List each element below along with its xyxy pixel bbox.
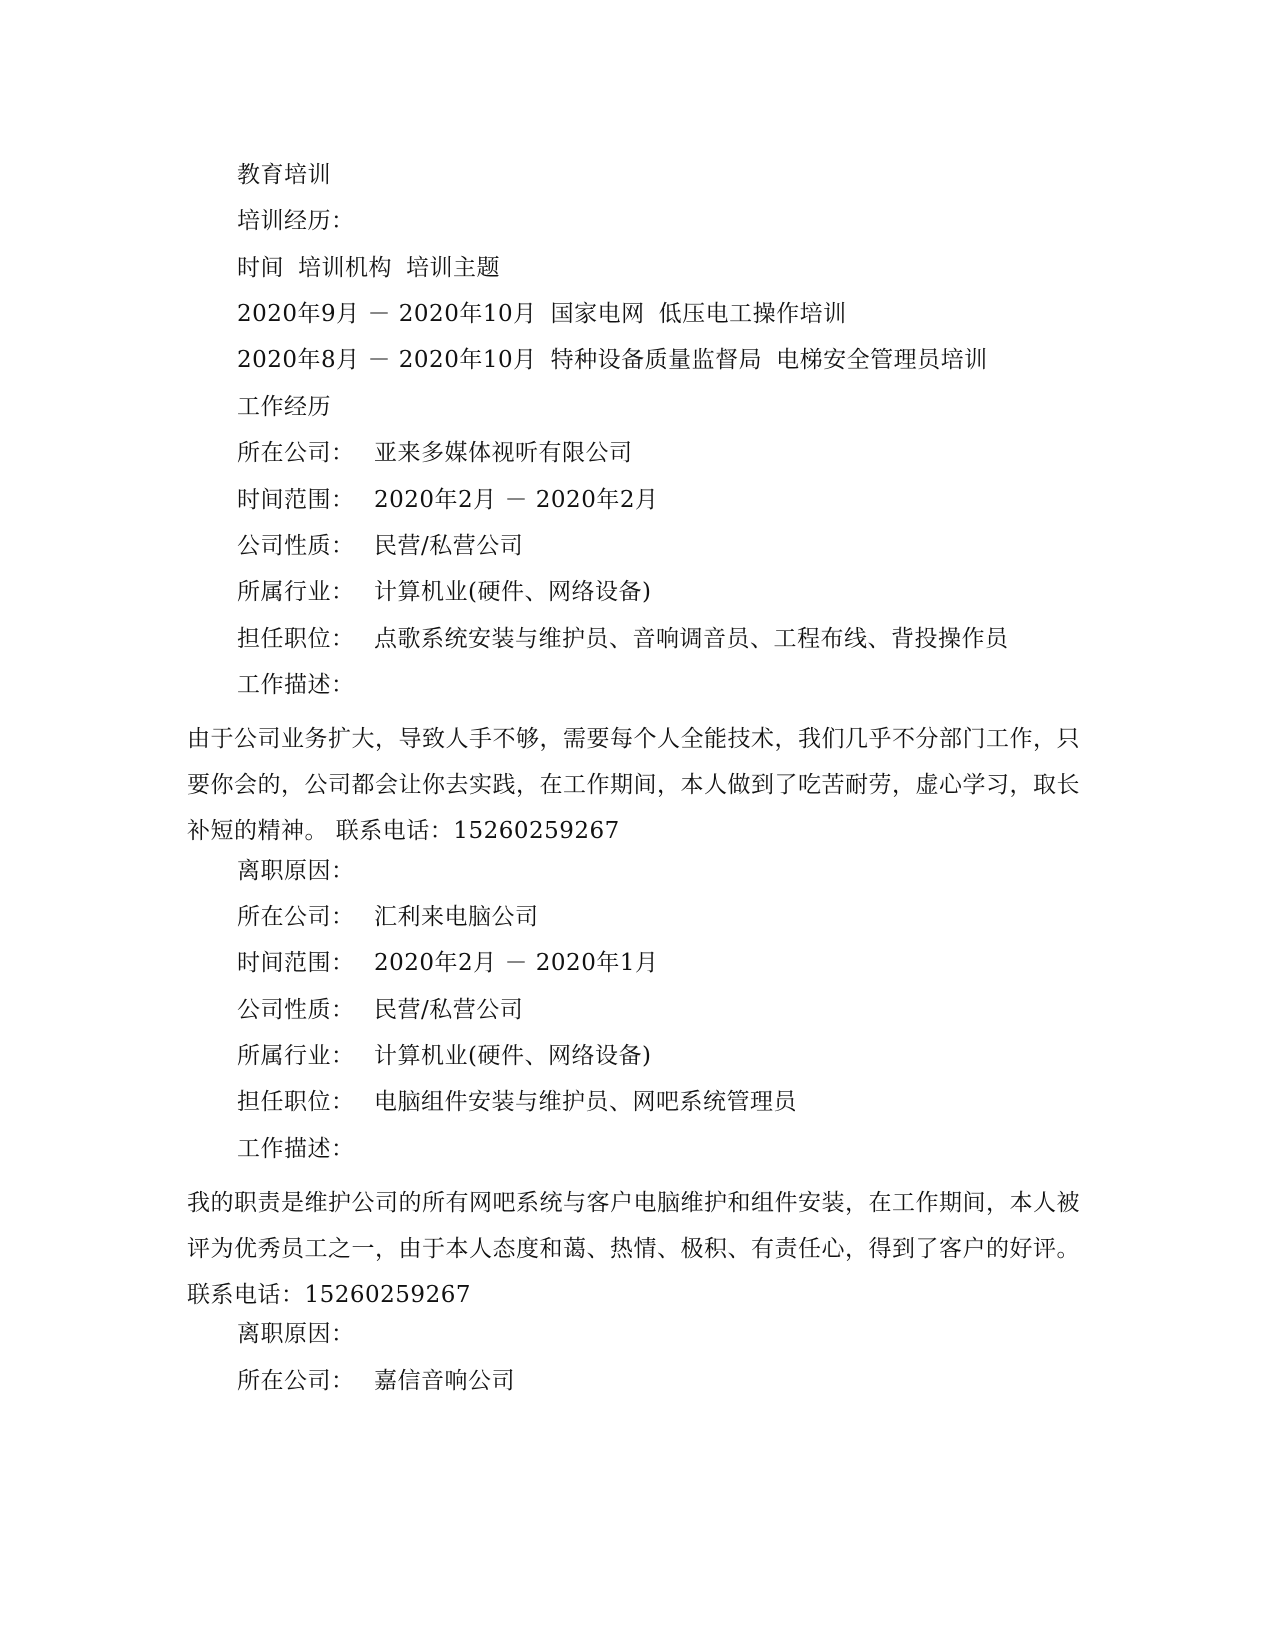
company-row [237, 438, 633, 468]
training-institution: 特种设备质量监督局 [550, 347, 763, 373]
industry-label: 所属行业： [237, 1043, 355, 1069]
position-row [237, 624, 1009, 654]
description-label: 工作描述： [237, 672, 355, 698]
leave-reason-label: 离职原因： [237, 1321, 355, 1347]
company-value: 嘉信音响公司 [374, 1368, 515, 1394]
period-label: 时间范围： [237, 950, 355, 976]
training-period: 2020年9月 － 2020年10月 [237, 301, 537, 327]
training-label: 培训经历： [237, 208, 355, 234]
company-value: 汇利来电脑公司 [374, 904, 539, 930]
period-label: 时间范围： [237, 487, 355, 513]
company-label: 所在公司： [237, 440, 355, 466]
position-row [237, 1087, 797, 1117]
period-value: 2020年2月 － 2020年1月 [374, 950, 659, 976]
training-header-row [237, 253, 500, 283]
header-time: 时间 [237, 255, 284, 281]
work-heading: 工作经历 [237, 394, 331, 420]
header-institution: 培训机构 [298, 255, 392, 281]
nature-row [237, 995, 523, 1025]
training-row [237, 299, 847, 329]
description-label: 工作描述： [237, 1136, 355, 1162]
period-row [237, 485, 658, 515]
position-label: 担任职位： [237, 1089, 355, 1115]
period-value: 2020年2月 － 2020年2月 [374, 487, 659, 513]
training-topic: 电梯安全管理员培训 [776, 347, 988, 373]
education-heading: 教育培训 [237, 162, 331, 188]
industry-value: 计算机业(硬件、网络设备) [374, 579, 652, 605]
description-text: 由于公司业务扩大，导致人手不够，需要每个人全能技术，我们几乎不分部门工作，只要你会的，公司都会让你去实践，在工作期间，本人做到了吃苦耐劳，虚心学习，取长补短的精神。 联系电话：15260259267 [187, 726, 1080, 844]
position-label: 担任职位： [237, 626, 355, 652]
nature-label: 公司性质： [237, 997, 355, 1023]
position-value: 电脑组件安装与维护员、网吧系统管理员 [374, 1089, 797, 1115]
company-label: 所在公司： [237, 1368, 355, 1394]
nature-label: 公司性质： [237, 533, 355, 559]
leave-reason-label: 离职原因： [237, 858, 355, 884]
nature-value: 民营/私营公司 [374, 533, 524, 559]
description-text: 我的职责是维护公司的所有网吧系统与客户电脑维护和组件安装，在工作期间，本人被评为优秀员工之一，由于本人态度和蔼、热情、极积、有责任心，得到了客户的好评。 联系电话：15260259267 [187, 1190, 1080, 1308]
company-value: 亚来多媒体视听有限公司 [374, 440, 633, 466]
header-topic: 培训主题 [406, 255, 500, 281]
company-row [237, 902, 539, 932]
period-row [237, 948, 658, 978]
company-label: 所在公司： [237, 904, 355, 930]
nature-row [237, 531, 523, 561]
position-value: 点歌系统安装与维护员、音响调音员、工程布线、背投操作员 [374, 626, 1009, 652]
training-topic: 低压电工操作培训 [658, 301, 847, 327]
industry-row [237, 1041, 651, 1071]
training-row [237, 345, 988, 375]
company-row [237, 1366, 515, 1396]
training-period: 2020年8月 － 2020年10月 [237, 347, 537, 373]
training-institution: 国家电网 [550, 301, 645, 327]
industry-row [237, 577, 651, 607]
industry-value: 计算机业(硬件、网络设备) [374, 1043, 652, 1069]
nature-value: 民营/私营公司 [374, 997, 524, 1023]
industry-label: 所属行业： [237, 579, 355, 605]
